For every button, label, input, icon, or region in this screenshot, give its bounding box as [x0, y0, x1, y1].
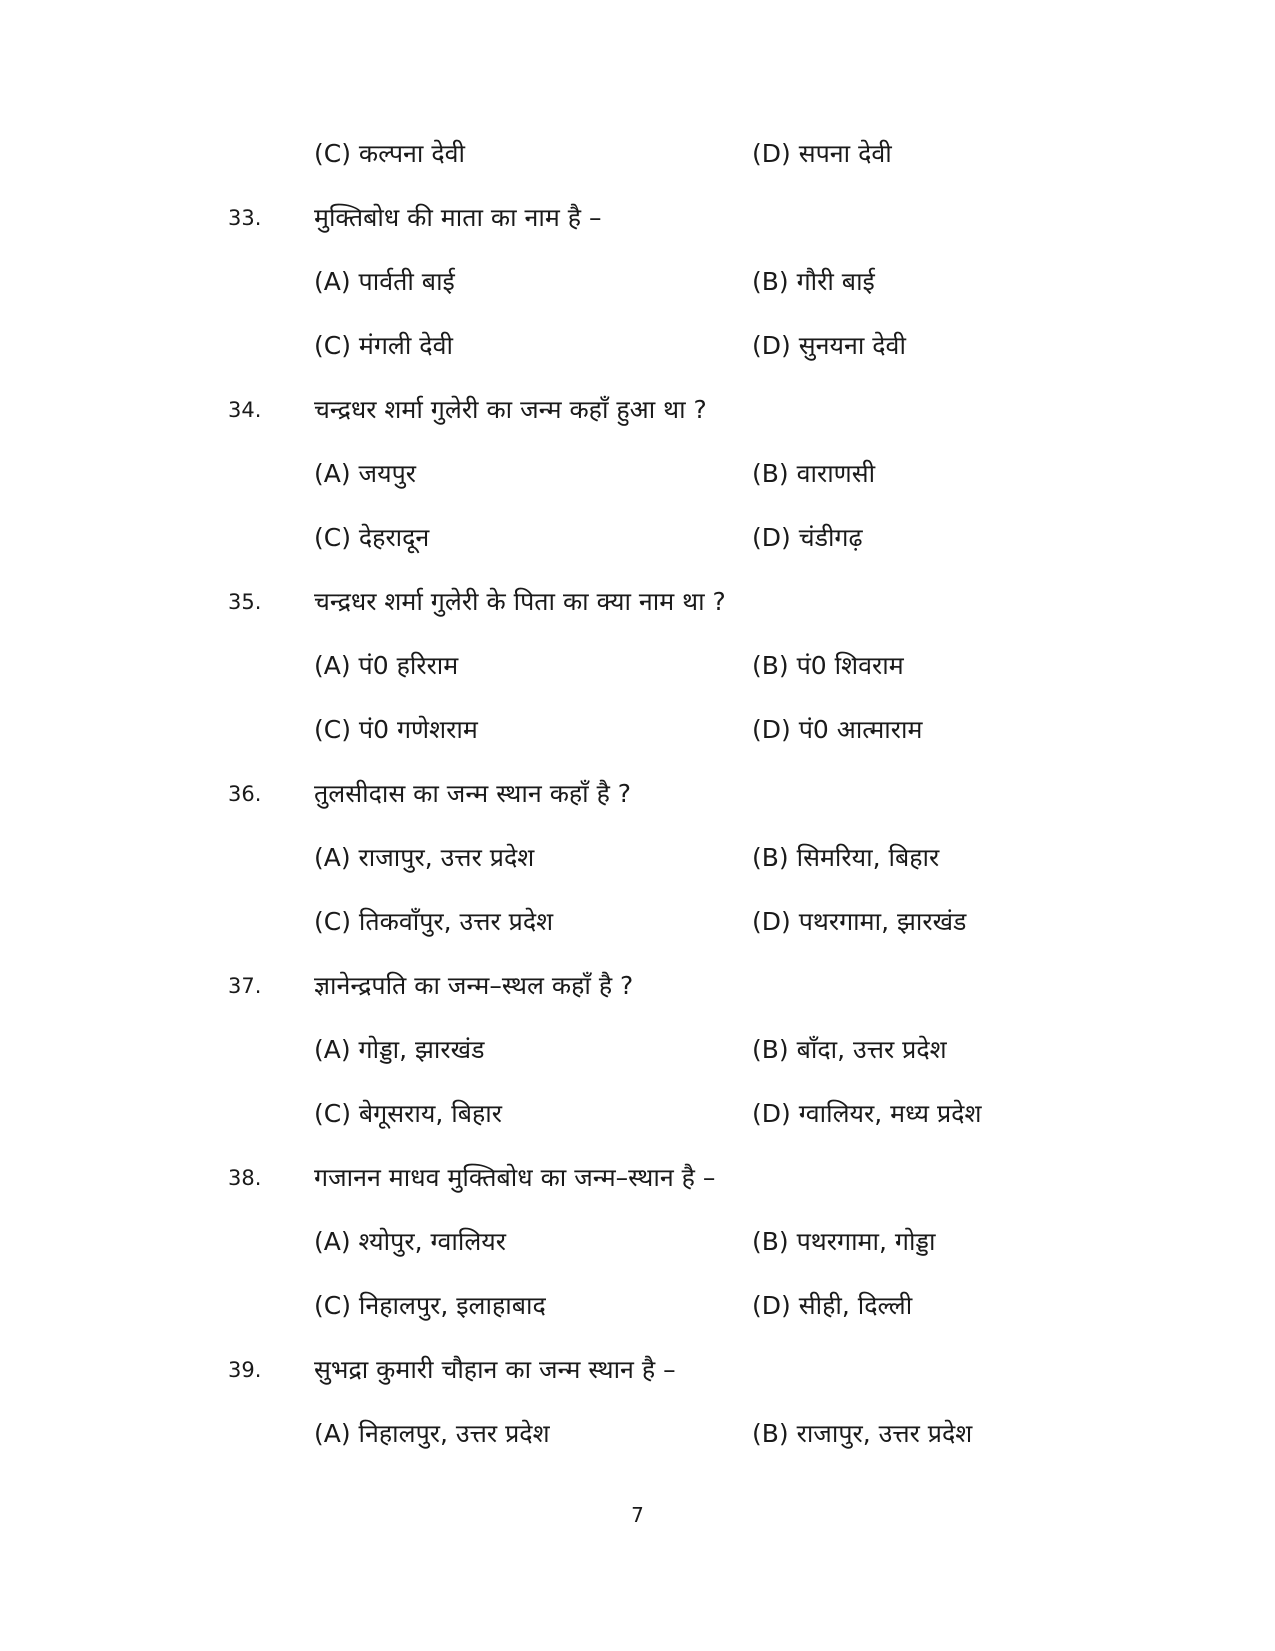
option-row	[0, 518, 1275, 558]
option-c: (C) कल्पना देवी	[314, 139, 465, 168]
option-row	[0, 326, 1275, 366]
question-39	[0, 1350, 1275, 1390]
option-row	[0, 1030, 1275, 1070]
option-c: (C) तिकवाँपुर, उत्तर प्रदेश	[314, 907, 554, 936]
option-d: (D) सीही, दिल्ली	[752, 1291, 913, 1320]
option-c: (C) निहालपुर, इलाहाबाद	[314, 1291, 546, 1320]
question-text: सुभद्रा कुमारी चौहान का जन्म स्थान है –	[314, 1355, 676, 1384]
option-b: (B) वाराणसी	[752, 459, 876, 488]
question-number: 36.	[228, 782, 262, 806]
option-row	[0, 1222, 1275, 1262]
option-a: (A) गोड्डा, झारखंड	[314, 1035, 485, 1064]
option-d: (D) सुनयना देवी	[752, 331, 906, 360]
question-number: 39.	[228, 1358, 262, 1382]
question-number: 34.	[228, 398, 262, 422]
question-text: तुलसीदास का जन्म स्थान कहाँ है ?	[314, 779, 632, 808]
option-b: (B) राजापुर, उत्तर प्रदेश	[752, 1419, 973, 1448]
question-35	[0, 582, 1275, 622]
option-a: (A) राजापुर, उत्तर प्रदेश	[314, 843, 535, 872]
option-b: (B) बाँदा, उत्तर प्रदेश	[752, 1035, 947, 1064]
option-b: (B) गौरी बाई	[752, 267, 875, 296]
option-a: (A) निहालपुर, उत्तर प्रदेश	[314, 1419, 550, 1448]
question-text: चन्द्रधर शर्मा गुलेरी का जन्म कहाँ हुआ था ?	[314, 395, 707, 424]
option-d: (D) चंडीगढ़	[752, 523, 863, 552]
option-d: (D) पथरगामा, झारखंड	[752, 907, 967, 936]
question-text: मुक्तिबोध की माता का नाम है –	[314, 203, 602, 232]
option-row	[0, 710, 1275, 750]
option-a: (A) पार्वती बाई	[314, 267, 455, 296]
option-row	[0, 1414, 1275, 1454]
option-c: (C) देहरादून	[314, 523, 430, 552]
option-a: (A) जयपुर	[314, 459, 417, 488]
option-b: (B) पं0 शिवराम	[752, 651, 904, 680]
page-number: 7	[631, 1503, 644, 1527]
question-36	[0, 774, 1275, 814]
question-text: ज्ञानेन्द्रपति का जन्म–स्थल कहाँ है ?	[314, 971, 634, 1000]
option-row	[0, 134, 1275, 174]
option-c: (C) मंगली देवी	[314, 331, 453, 360]
option-b: (B) पथरगामा, गोड्डा	[752, 1227, 936, 1256]
question-number: 35.	[228, 590, 262, 614]
question-33	[0, 198, 1275, 238]
option-row	[0, 1094, 1275, 1134]
question-text: गजानन माधव मुक्तिबोध का जन्म–स्थान है –	[314, 1163, 716, 1192]
option-a: (A) श्योपुर, ग्वालियर	[314, 1227, 507, 1256]
question-34	[0, 390, 1275, 430]
option-c: (C) पं0 गणेशराम	[314, 715, 478, 744]
option-row	[0, 902, 1275, 942]
option-d: (D) सपना देवी	[752, 139, 892, 168]
option-c: (C) बेगूसराय, बिहार	[314, 1099, 502, 1128]
question-number: 37.	[228, 974, 262, 998]
option-d: (D) ग्वालियर, मध्य प्रदेश	[752, 1099, 982, 1128]
question-38	[0, 1158, 1275, 1198]
question-text: चन्द्रधर शर्मा गुलेरी के पिता का क्या नाम था ?	[314, 587, 726, 616]
option-a: (A) पं0 हरिराम	[314, 651, 459, 680]
question-number: 33.	[228, 206, 262, 230]
option-row	[0, 454, 1275, 494]
option-row	[0, 1286, 1275, 1326]
option-d: (D) पं0 आत्माराम	[752, 715, 923, 744]
option-row	[0, 838, 1275, 878]
question-37	[0, 966, 1275, 1006]
option-row	[0, 646, 1275, 686]
option-b: (B) सिमरिया, बिहार	[752, 843, 940, 872]
question-number: 38.	[228, 1166, 262, 1190]
option-row	[0, 262, 1275, 302]
